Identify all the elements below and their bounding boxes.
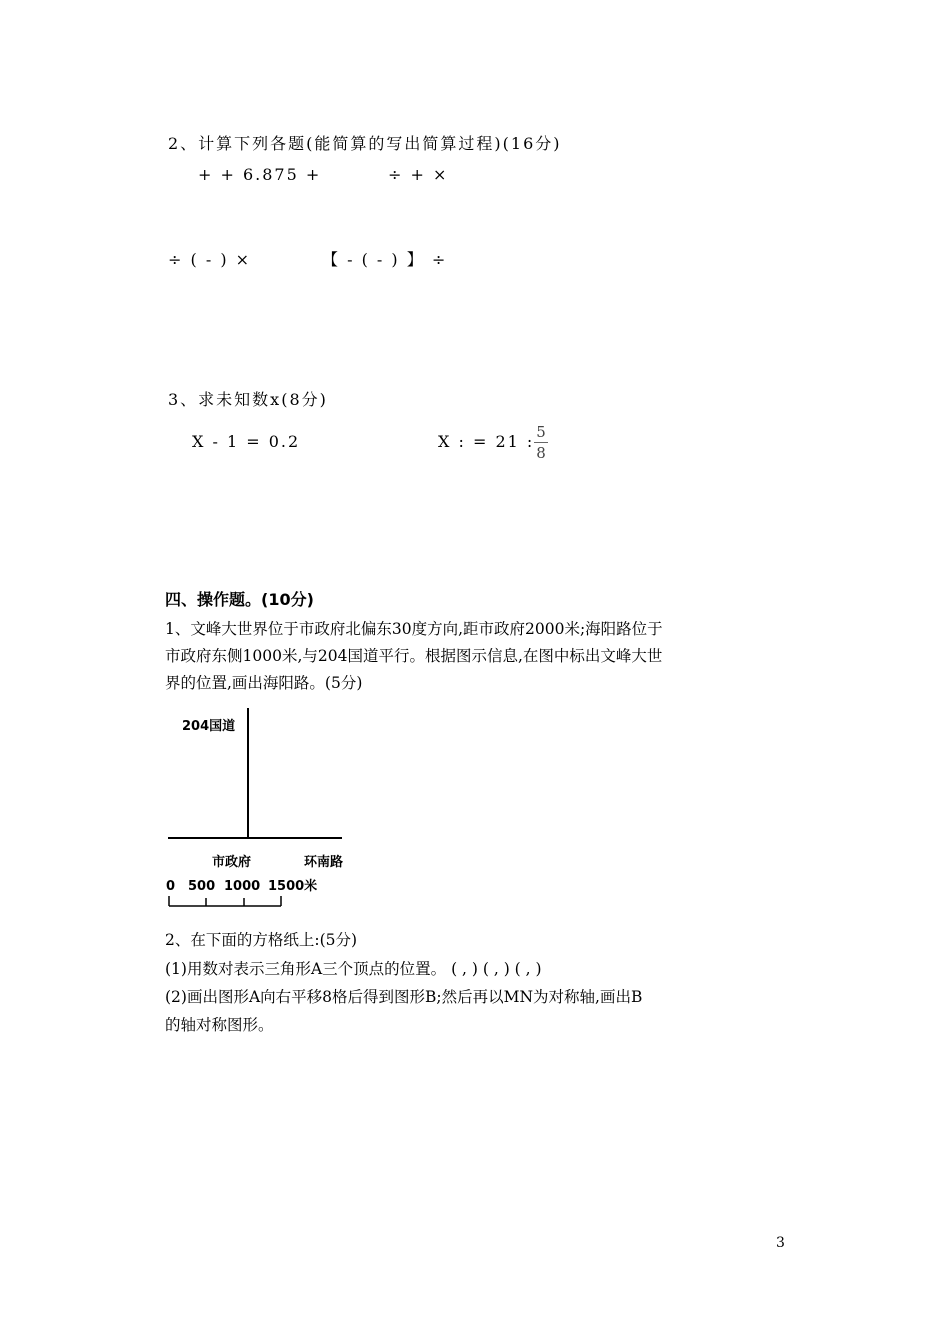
q1-line-2: 市政府东侧1000米,与204国道平行。根据图示信息,在图中标出文峰大世: [165, 647, 663, 665]
section3-heading: 3、求未知数x(8分): [168, 390, 328, 409]
scale-label-0: 0: [166, 879, 176, 894]
section4-heading: 四、操作题。(10分): [165, 590, 314, 609]
expression-d: 【 - ( - ) 】 ÷: [322, 250, 448, 269]
expression-a: + + 6.875 +: [198, 165, 322, 184]
map-figure: [160, 700, 360, 915]
expression-c: ÷ ( - ) ×: [168, 250, 252, 269]
scale-label-1500: 1500米: [268, 879, 318, 894]
fraction-five-eighths: [534, 424, 548, 461]
section2-heading: 2、计算下列各题(能简算的写出简算过程)(16分): [168, 134, 562, 153]
scale-bar: [169, 896, 281, 906]
q2-line-2: (2)画出图形A向右平移8格后得到图形B;然后再以MN为对称轴,画出B: [165, 988, 643, 1006]
q1-line-3: 界的位置,画出海阳路。(5分): [165, 674, 363, 692]
ring-road-label: 环南路: [304, 855, 344, 870]
q2-heading: 2、在下面的方格纸上:(5分): [165, 931, 358, 949]
expression-b: ÷ + ×: [388, 165, 449, 184]
equation-2: X : = 21 :: [438, 432, 535, 451]
q2-line-3: 的轴对称图形。: [165, 1016, 274, 1034]
equation-1: X - 1 = 0.2: [192, 432, 301, 451]
page-number: 3: [776, 1235, 785, 1251]
gov-label: 市政府: [212, 855, 252, 870]
q1-line-1: 1、文峰大世界位于市政府北偏东30度方向,距市政府2000米;海阳路位于: [165, 620, 663, 638]
q2-line-1: (1)用数对表示三角形A三个顶点的位置。 ( , ) ( , ) ( , ): [165, 960, 542, 978]
scale-label-1000: 1000: [224, 879, 261, 894]
fraction-denominator: 8: [536, 444, 546, 462]
fraction-bar: [534, 442, 548, 443]
road-204-label: 204国道: [182, 719, 236, 734]
fraction-numerator: 5: [536, 423, 546, 441]
scale-label-500: 500: [188, 879, 216, 894]
